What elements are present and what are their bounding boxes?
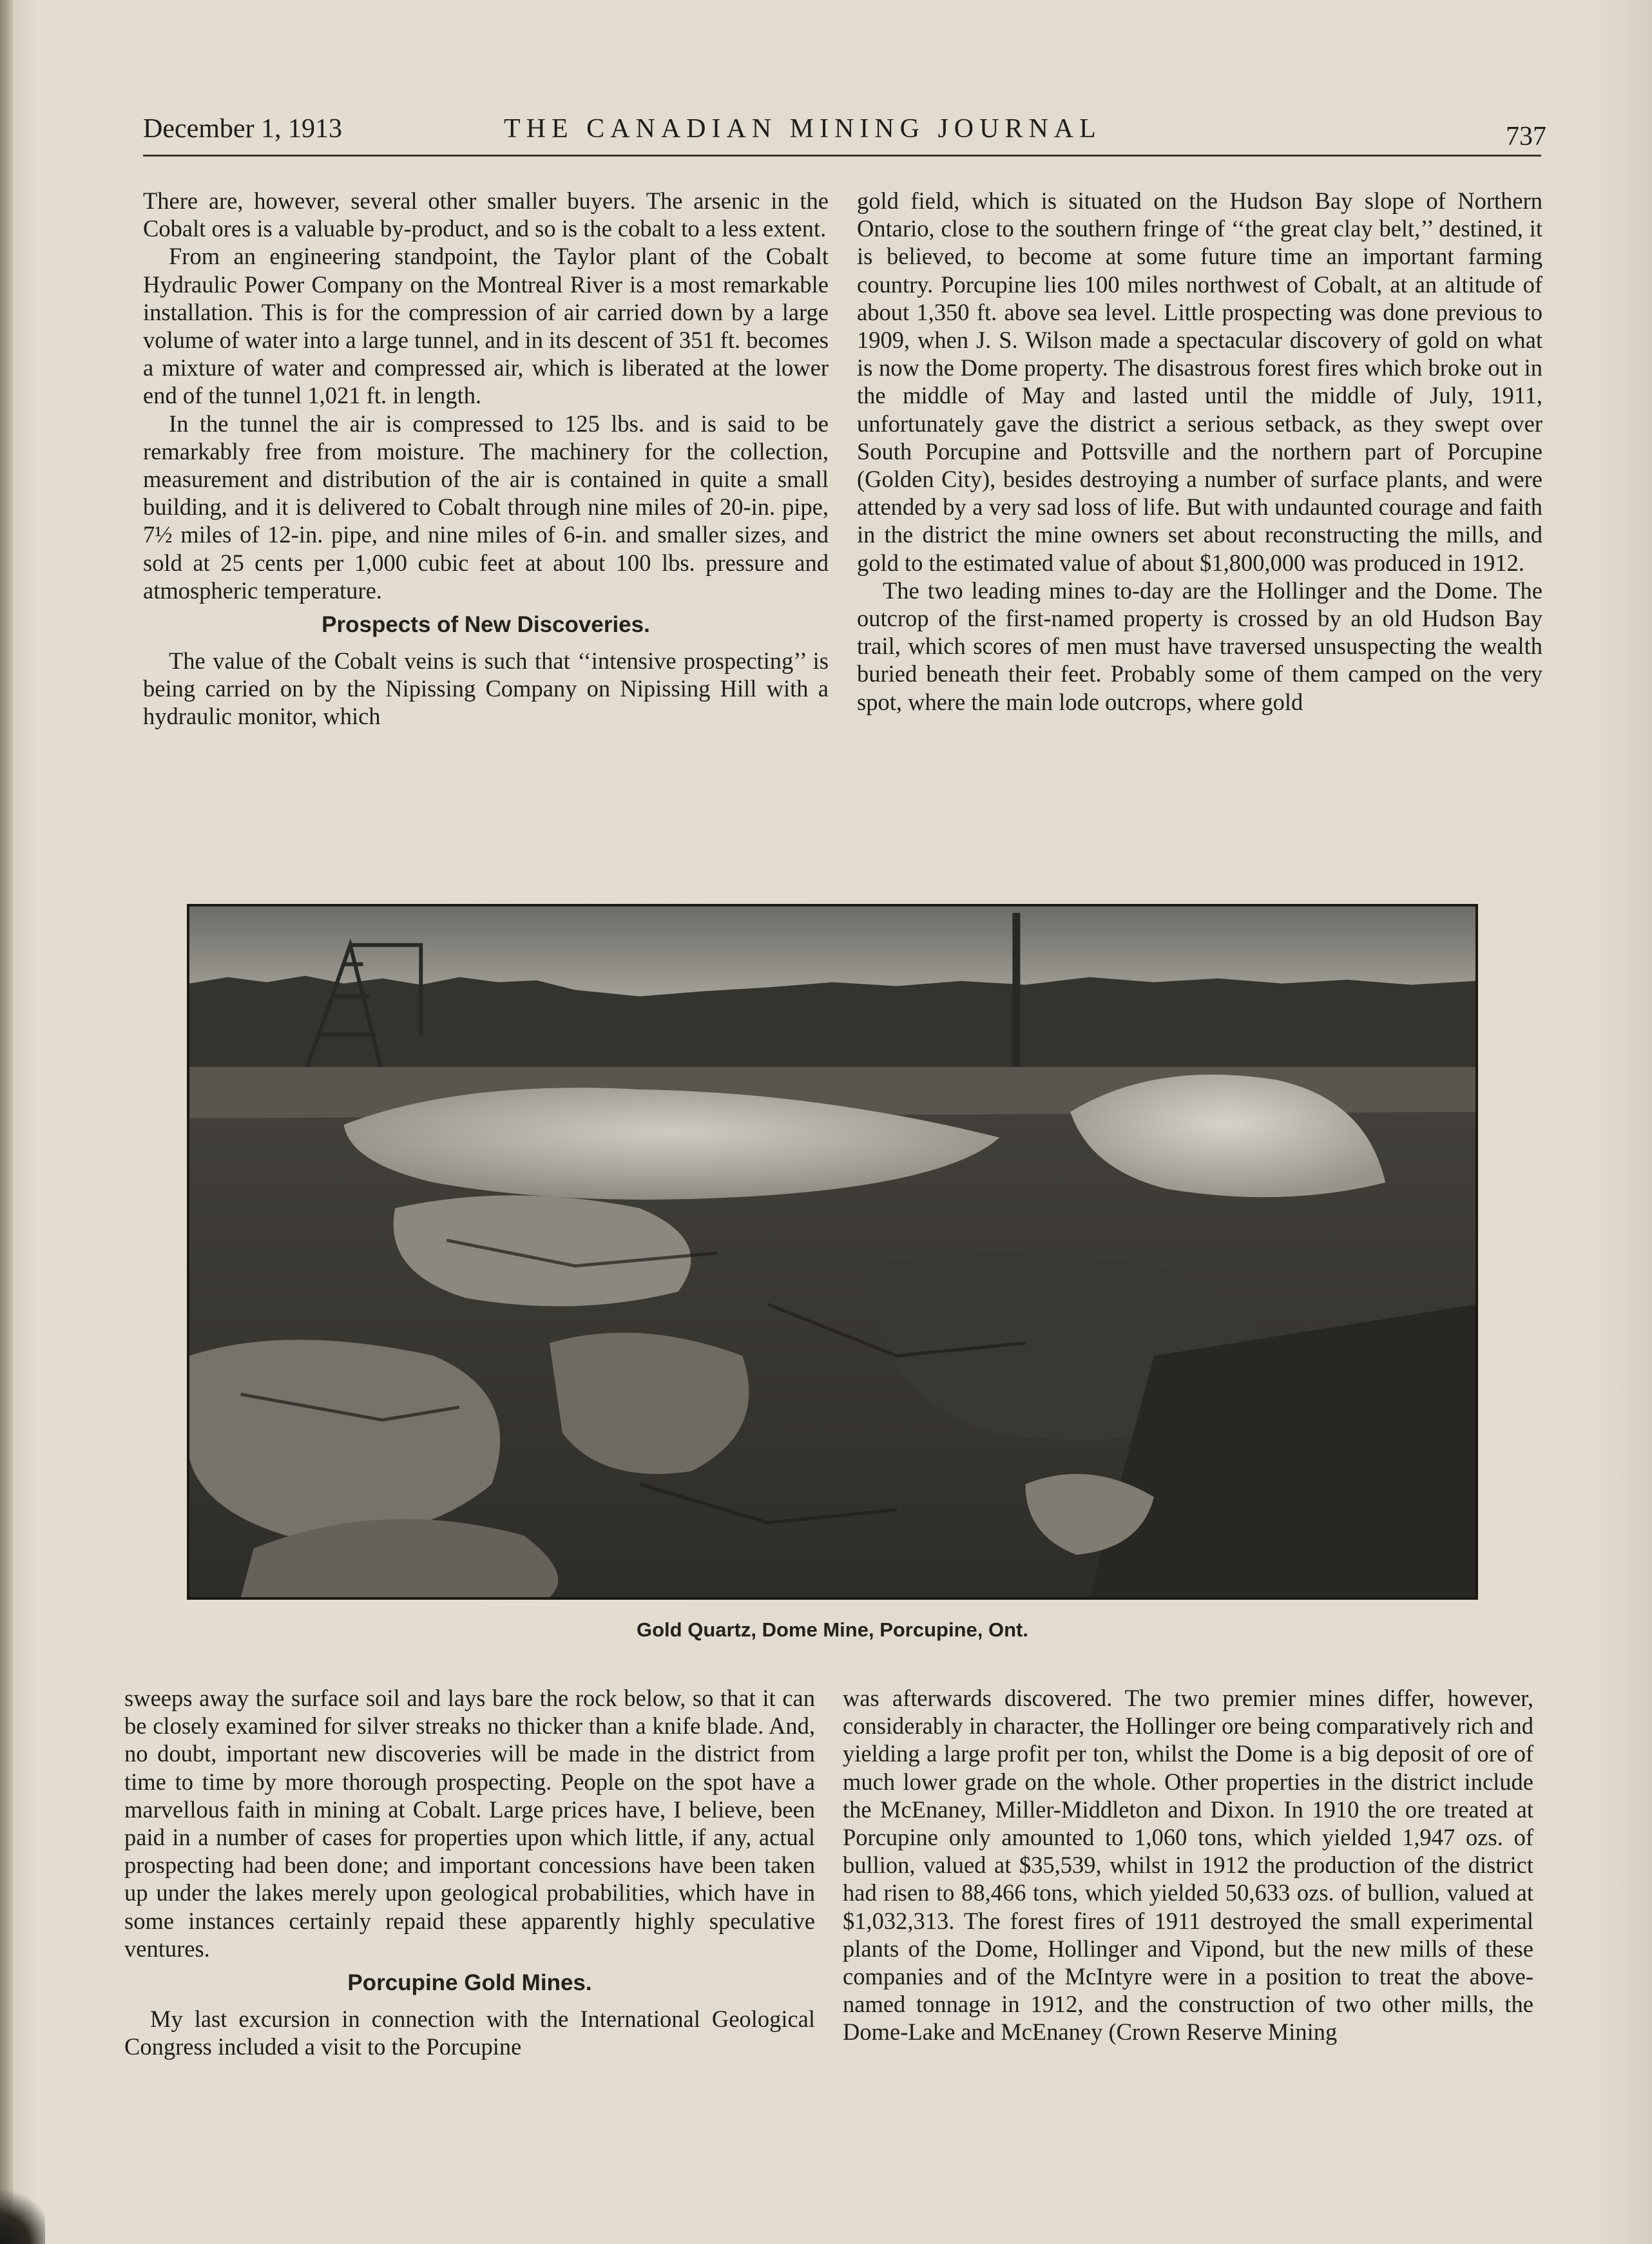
page-binding-edge — [0, 0, 13, 2244]
paragraph: The two leading mines to-day are the Hollinger and the Dome. The outcrop of the first-named property is crossed by an old Hudson Bay trail, which scores of men must have traversed unsuspecting the wealth buried beneath their feet. Probably some of them camped on the very spot, where the main lode outcrops, where gold — [857, 577, 1542, 715]
paragraph: sweeps away the surface soil and lays bare the rock below, so that it can be closely examined for silver streaks no thicker than a knife blade. And, no doubt, important new discoveries will be made in the district from time to time by more thorough prospecting. People on the spot have a marvellous faith in mining at Cobalt. Large prices have, I believe, been paid in a number of cases for properties upon which little, if any, actual prospecting had been done; and important concessions have been taken up under the lakes merely upon geological probabilities, which have in some instances certainly repaid these apparently highly speculative ventures. — [124, 1685, 815, 1962]
paragraph: From an engineering standpoint, the Taylor plant of the Cobalt Hydraulic Power Company on the Montreal River is a most remarkable installation. This is for the compression of air carried down by a large volume of water into a large tunnel, and in its descent of 351 ft. becomes a mixture of water and compressed air, which is liberated at the lower end of the tunnel 1,021 ft. in length. — [143, 243, 829, 409]
column-top-left — [143, 187, 829, 731]
paragraph: There are, however, several other smaller buyers. The arsenic in the Cobalt ores is a valuable by-product, and so is the cobalt to a less extent. — [143, 187, 829, 242]
photo-image — [189, 906, 1475, 1597]
column-top-right — [857, 187, 1542, 716]
paragraph: was afterwards discovered. The two premier mines differ, however, considerably in character, the Hollinger ore being comparatively rich and yielding a large profit per ton, whilst the Dome is a big deposit of ore of much lower grade on the whole. Other properties in the district include the McEnaney, Miller-Middleton and Dixon. In 1910 the ore treated at Porcupine only amounted to 1,060 tons, which yielded 1,947 ozs. of bullion, valued at $35,539, whilst in 1912 the production of the district had risen to 88,466 tons, which yielded 50,633 ozs. of bullion, valued at $1,032,313. The forest fires of 1911 destroyed the small experimental plants of the Dome, Hollinger and Vipond, but the new mills of these companies and of the McIntyre were in a position to treat the above-named tonnage in 1912, and the construction of two other mills, the Dome-Lake and McEnaney (Crown Reserve Mining — [843, 1685, 1533, 2046]
paragraph: My last excursion in connection with the International Geological Congress included a visit to the Porcupine — [124, 2006, 815, 2060]
photo-caption: Gold Quartz, Dome Mine, Porcupine, Ont. — [637, 1618, 1028, 1641]
paragraph: gold field, which is situated on the Hudson Bay slope of Northern Ontario, close to the southern fringe of ‘‘the great clay belt,’’ destined, it is believed, to become at some future time an important farming country. Porcupine lies 100 miles northwest of Cobalt, at an altitude of about 1,350 ft. above sea level. Little prospecting was done previous to 1909, when J. S. Wilson made a spectacular discovery of gold on what is now the Dome property. The disastrous forest fires which broke out in the middle of May and lasted until the middle of July, 1911, unfortunately gave the district a serious setback, as they swept over South Porcupine and Pottsville and the northern part of Porcupine (Golden City), besides destroying a number of surface plants, and were attended by a very sad loss of life. But with undaunted courage and faith in the district the mine owners set about reconstructing the mills, and gold to the estimated value of about $1,800,000 was produced in 1912. — [857, 187, 1542, 576]
paragraph: The value of the Cobalt veins is such that ‘‘intensive prospecting’’ is being carried on by the Nipissing Company on Nipissing Hill with a hydraulic monitor, which — [143, 647, 829, 730]
journal-title: THE CANADIAN MINING JOURNAL — [504, 114, 1102, 144]
page-number: 737 — [1506, 122, 1546, 151]
header-date: December 1, 1913 — [143, 114, 343, 144]
section-heading: Porcupine Gold Mines. — [347, 1970, 592, 1996]
column-bottom-left — [124, 1684, 815, 2060]
scan-shadow-corner — [0, 2186, 45, 2244]
paragraph: In the tunnel the air is compressed to 125 lbs. and is said to be remarkably free from moisture. The machinery for the collection, measurement and distribution of the air is contained in quite a small building, and it is delivered to Cobalt through nine miles of 20-in. pipe, 7½ miles of 12-in. pipe, and nine miles of 6-in. and smaller sizes, and sold at 25 cents per 1,000 cubic feet at about 100 lbs. pressure and atmospheric temperature. — [143, 410, 829, 604]
column-bottom-right — [843, 1684, 1533, 2046]
running-header — [143, 108, 1546, 153]
section-heading: Prospects of New Discoveries. — [322, 612, 650, 638]
header-rule — [143, 155, 1541, 157]
photograph-gold-quartz-dome-mine — [187, 904, 1478, 1600]
